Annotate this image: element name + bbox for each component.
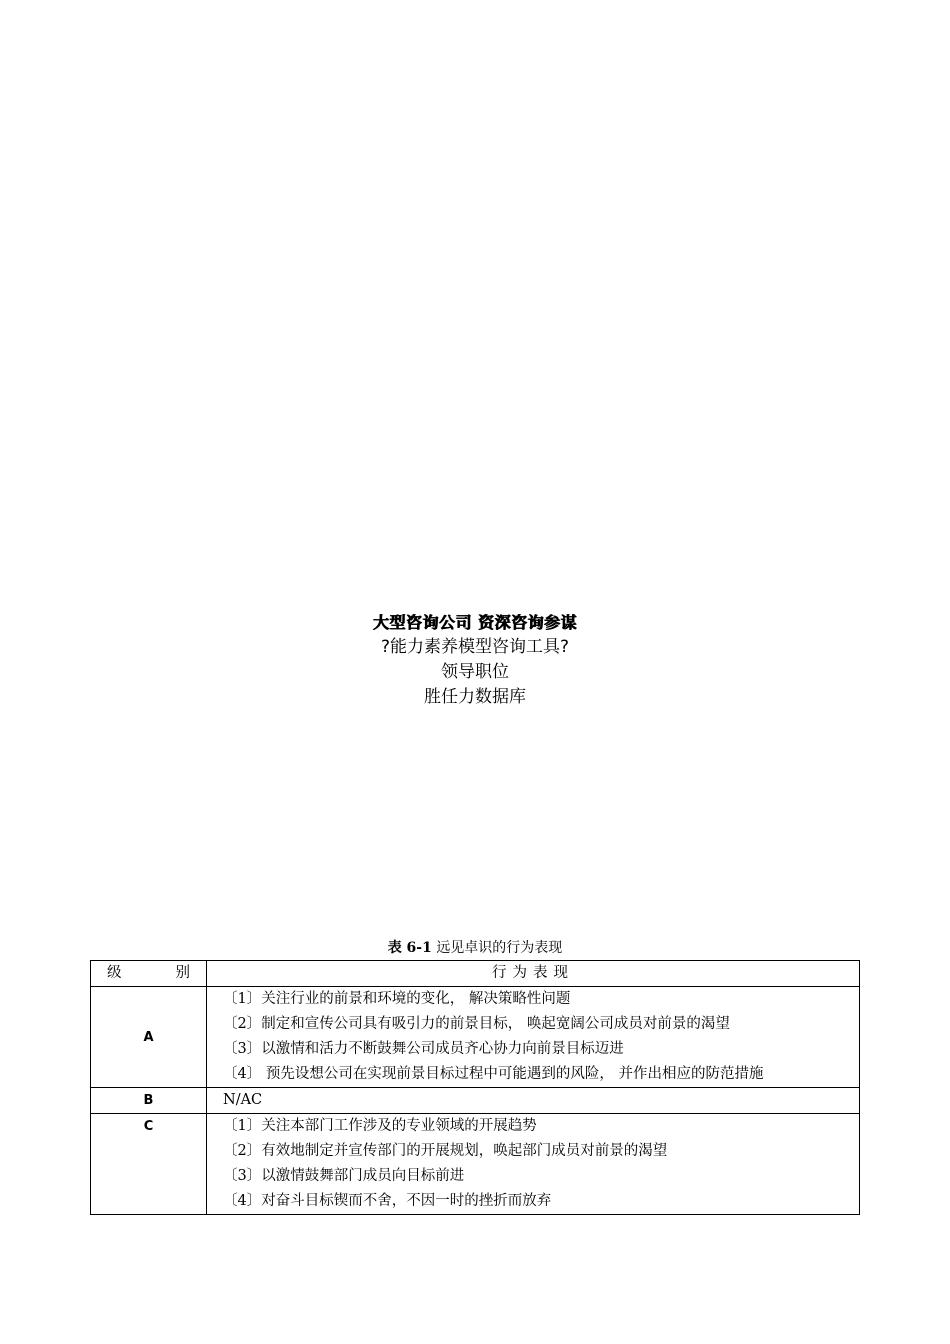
table-caption-title: 远见卓识的行为表现 (436, 940, 563, 956)
behavior-item: 〔1〕关注行业的前景和环境的变化， 解决策略性问题 (223, 991, 571, 1007)
header-level-char-2: 别 (175, 965, 190, 981)
behavior-item: 〔4〕对奋斗目标锲而不舍，不因一时的挫折而放弃 (223, 1193, 552, 1209)
header-level-char-1: 级 (107, 965, 122, 981)
behavior-table (90, 960, 860, 1215)
table-row (91, 1088, 860, 1114)
behavior-item: 〔4〕 预先设想公司在实现前景目标过程中可能遇到的风险， 并作出相应的防范措施 (223, 1066, 764, 1082)
table-row (91, 1114, 860, 1215)
position-title: 领导职位 (441, 662, 509, 682)
level-cell: A (91, 987, 207, 1088)
level-cell: C (91, 1114, 207, 1215)
behavior-cell (207, 1088, 860, 1114)
table-header-row (91, 961, 860, 987)
table-row (91, 987, 860, 1088)
behavior-item: 〔3〕以激情和活力不断鼓舞公司成员齐心协力向前景目标迈进 (223, 1041, 624, 1057)
behavior-item: 〔3〕以激情鼓舞部门成员向目标前进 (223, 1168, 465, 1184)
behavior-cell (207, 987, 860, 1088)
company-title: 大型咨询公司 资深咨询参谋 (372, 613, 578, 632)
header-level (91, 961, 207, 987)
table-caption-number: 表 6-1 (387, 940, 432, 956)
behavior-item: 〔1〕关注本部门工作涉及的专业领域的开展趋势 (223, 1118, 537, 1134)
behavior-text: N/AC (223, 1092, 263, 1108)
behavior-item: 〔2〕制定和宣传公司具有吸引力的前景目标， 唤起宽阔公司成员对前景的渴望 (223, 1016, 730, 1032)
level-cell: B (91, 1088, 207, 1114)
header-behavior: 行为表现 (207, 961, 860, 987)
cover-block (0, 611, 950, 710)
database-title: 胜任力数据库 (424, 687, 526, 707)
behavior-cell (207, 1114, 860, 1215)
behavior-item: 〔2〕有效地制定并宣传部门的开展规划，唤起部门成员对前景的渴望 (223, 1143, 668, 1159)
tool-title: ?能力素养模型咨询工具? (380, 637, 570, 657)
table-caption (0, 938, 950, 958)
